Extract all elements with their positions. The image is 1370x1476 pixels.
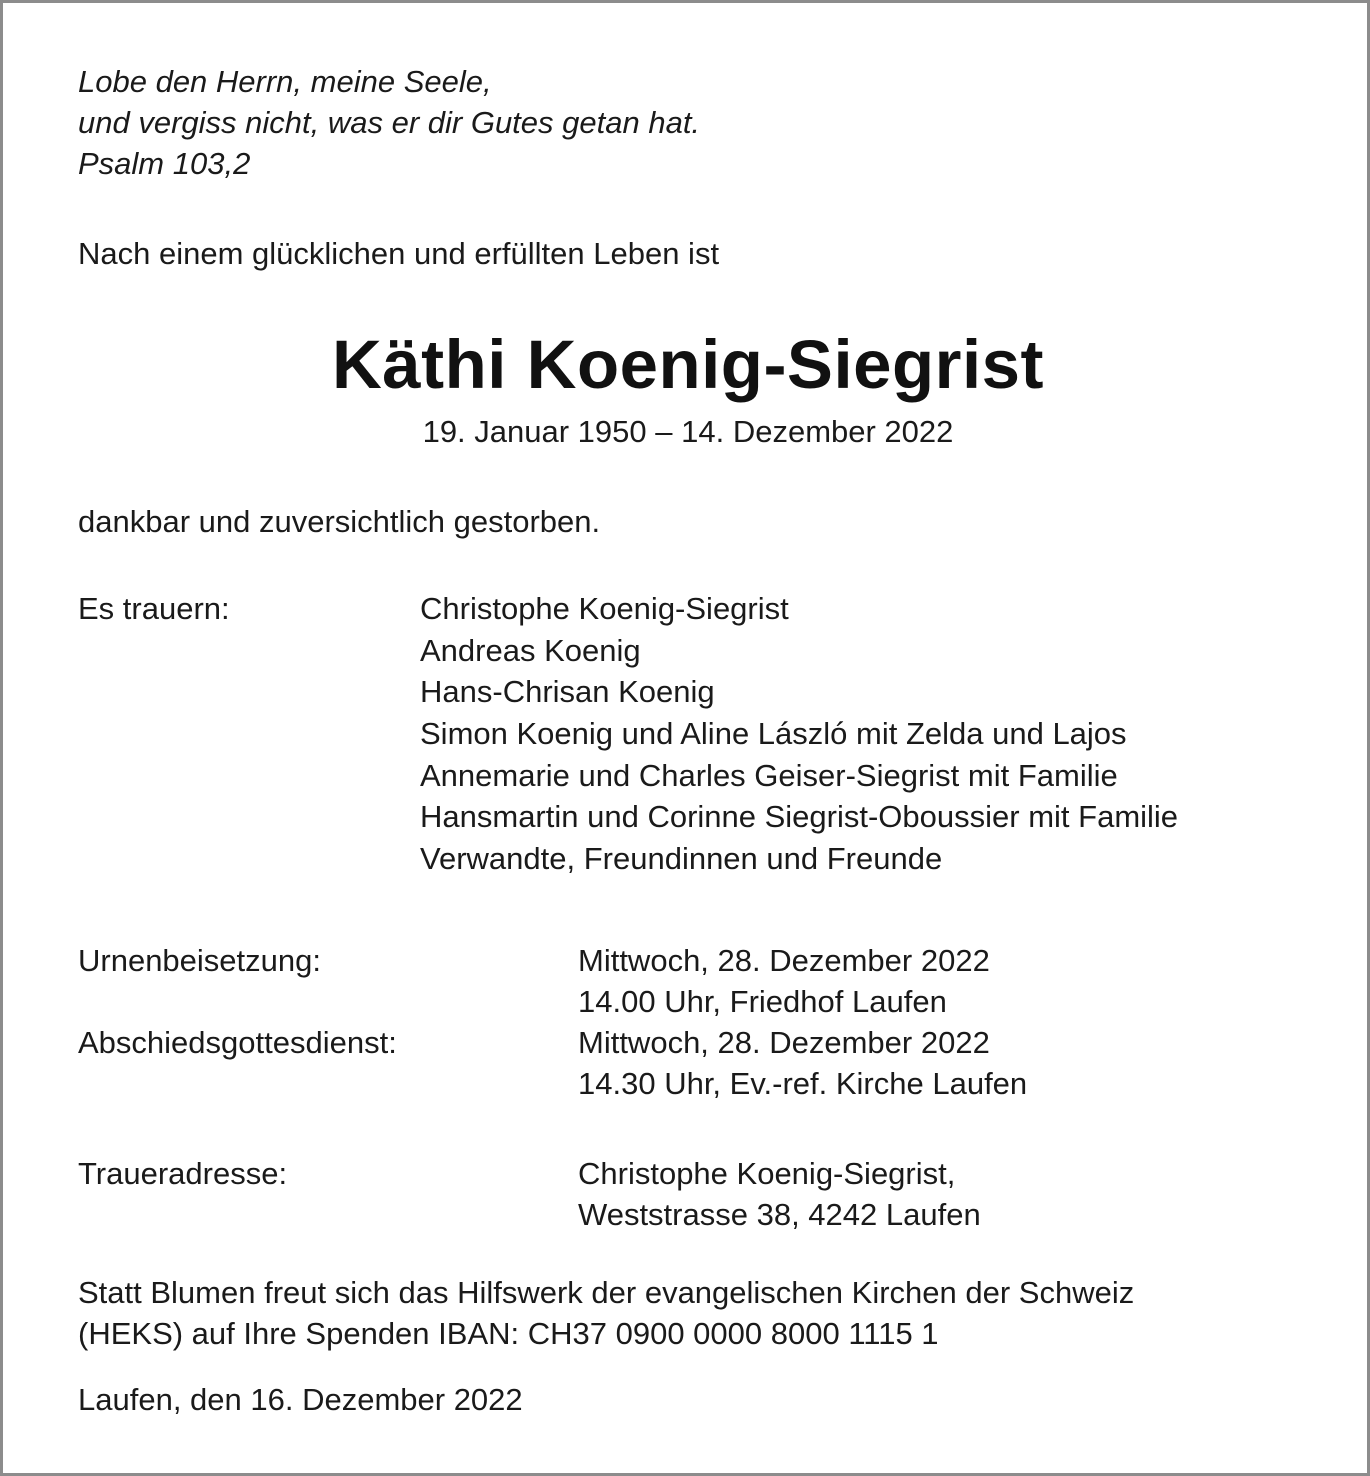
life-dates: 19. Januar 1950 – 14. Dezember 2022	[422, 414, 954, 449]
intro-text: Nach einem glücklichen und erfüllten Leben ist	[78, 236, 720, 271]
mourning-address-name: Christophe Koenig-Siegrist,	[578, 1156, 956, 1191]
verse-reference: Psalm 103,2	[78, 146, 251, 181]
place-and-date: Laufen, den 16. Dezember 2022	[78, 1382, 523, 1417]
mourner-name: Simon Koenig und Aline László mit Zelda und Lajos	[420, 716, 1127, 752]
mourning-address-street: Weststrasse 38, 4242 Laufen	[578, 1197, 981, 1232]
urn-burial-label: Urnenbeisetzung:	[78, 943, 321, 978]
verse-line: Lobe den Herrn, meine Seele,	[78, 64, 492, 99]
mourning-address	[578, 1153, 981, 1235]
farewell-service-date: Mittwoch, 28. Dezember 2022	[578, 1025, 990, 1060]
donation-note	[78, 1272, 1134, 1354]
urn-burial-details	[578, 940, 990, 1022]
donation-line: Statt Blumen freut sich das Hilfswerk der evangelischen Kirchen der Schweiz	[78, 1275, 1135, 1310]
mourner-name: Verwandte, Freundinnen und Freunde	[420, 841, 943, 877]
donation-iban-line: (HEKS) auf Ihre Spenden IBAN: CH37 0900 0000 8000 1115 1	[78, 1316, 939, 1351]
mourners-label: Es trauern:	[78, 591, 230, 626]
mourner-name: Hansmartin und Corinne Siegrist-Oboussier mit Familie	[420, 799, 1179, 835]
mourner-name: Hans-Chrisan Koenig	[420, 674, 715, 710]
farewell-service-label: Abschiedsgottesdienst:	[78, 1025, 397, 1060]
deceased-name: Käthi Koenig-Siegrist	[331, 326, 1045, 403]
verse-line: und vergiss nicht, was er dir Gutes getan hat.	[78, 105, 701, 140]
mourner-name: Annemarie und Charles Geiser-Siegrist mit Familie	[420, 757, 1118, 793]
urn-burial-time-place: 14.00 Uhr, Friedhof Laufen	[578, 984, 947, 1019]
closing-text: dankbar und zuversichtlich gestorben.	[78, 504, 601, 539]
mourning-address-label: Traueradresse:	[78, 1156, 288, 1191]
urn-burial-date: Mittwoch, 28. Dezember 2022	[578, 943, 990, 978]
farewell-service-time-place: 14.30 Uhr, Ev.-ref. Kirche Laufen	[578, 1066, 1028, 1101]
mourner-name: Christophe Koenig-Siegrist	[420, 591, 789, 626]
farewell-service-details	[578, 1022, 1027, 1104]
bible-verse	[78, 61, 700, 184]
mourners-list	[420, 588, 1178, 880]
mourner-name: Andreas Koenig	[420, 632, 641, 668]
